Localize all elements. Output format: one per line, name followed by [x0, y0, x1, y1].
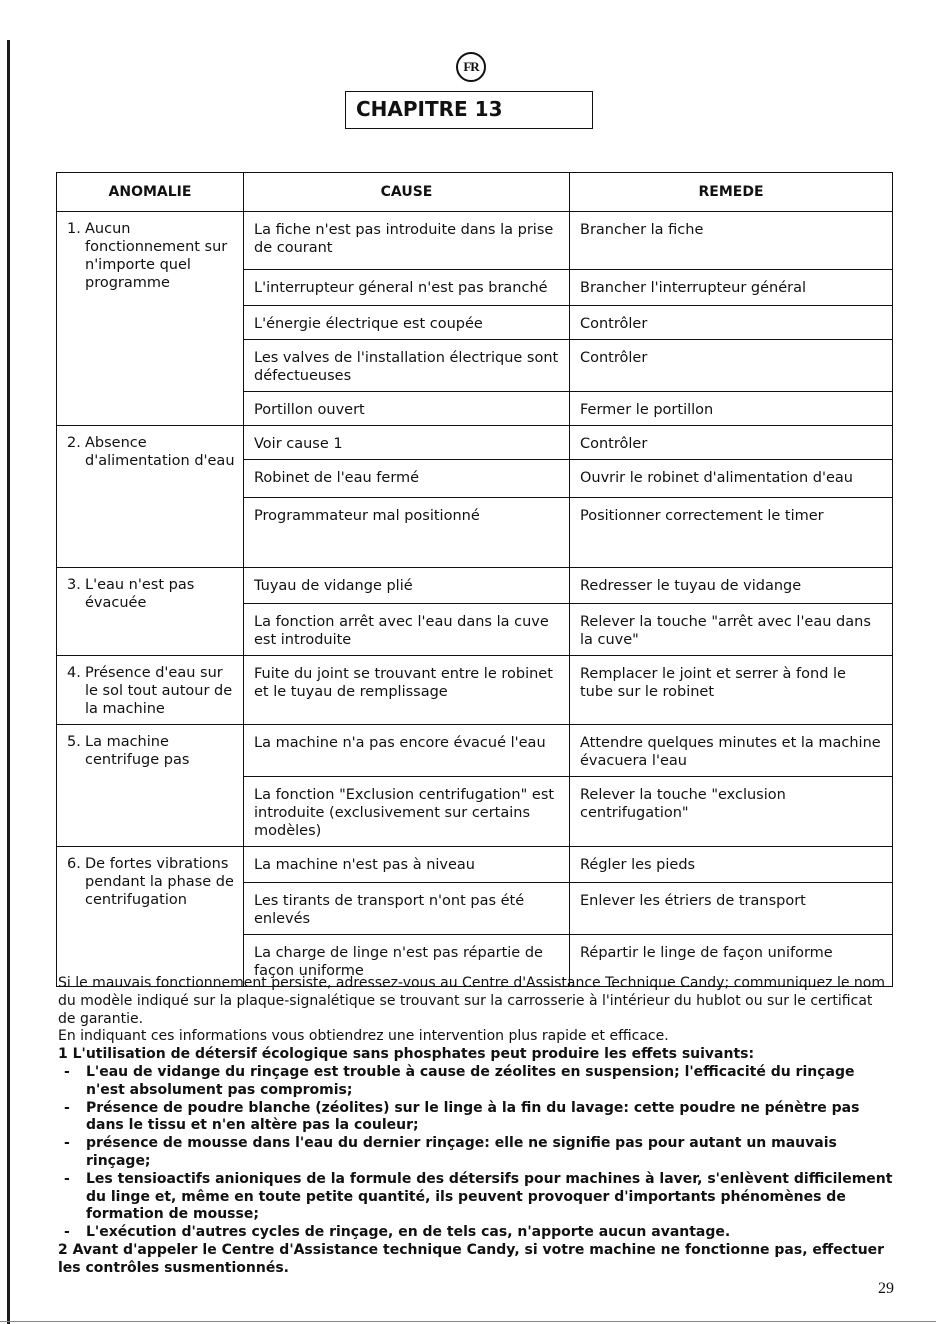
remede-cell: Relever la touche "exclusion centrifugation": [570, 777, 893, 847]
cause-cell: La machine n'est pas à niveau: [244, 847, 570, 883]
anomalie-content: [67, 664, 235, 718]
cause-cell: Portillon ouvert: [244, 392, 570, 426]
table-header-row: [57, 173, 893, 212]
table-row: [57, 847, 893, 883]
remede-cell: Redresser le tuyau de vidange: [570, 568, 893, 604]
anomalie-text: De fortes vibrations pendant la phase de centrifugation: [85, 856, 234, 908]
remede-cell: Ouvrir le robinet d'alimentation d'eau: [570, 460, 893, 498]
remede-cell: Contrôler: [570, 306, 893, 340]
remede-cell: Remplacer le joint et serrer à fond le tube sur le robinet: [570, 656, 893, 725]
anomalie-text: Présence d'eau sur le sol tout autour de la machine: [85, 665, 233, 717]
anomalie-cell: [57, 426, 244, 568]
table-row: [57, 568, 893, 604]
cause-cell: L'interrupteur géneral n'est pas branché: [244, 270, 570, 306]
remede-cell: Régler les pieds: [570, 847, 893, 883]
cause-cell: Robinet de l'eau fermé: [244, 460, 570, 498]
remede-cell: Répartir le linge de façon uniforme: [570, 935, 893, 987]
remede-cell: Brancher la fiche: [570, 212, 893, 270]
table-row: [57, 725, 893, 777]
header-anomalie: ANOMALIE: [57, 173, 244, 212]
page-bottom-rule: [0, 1321, 936, 1322]
table-row: [57, 212, 893, 270]
remede-cell: Fermer le portillon: [570, 392, 893, 426]
list-item: - Les tensioactifs anioniques de la formule des détersifs pour machines à laver, s'enlèvent difficilement du linge et, même en toute petite quantité, ils peuvent provoquer d'importants phénomènes de formation de mousse;: [58, 1171, 894, 1224]
anomalie-text: Aucun fonctionnement sur n'importe quel programme: [85, 221, 228, 291]
cause-cell: La charge de linge n'est pas répartie de façon uniforme: [244, 935, 570, 987]
remede-cell: Contrôler: [570, 426, 893, 460]
remede-cell: Relever la touche "arrêt avec l'eau dans la cuve": [570, 604, 893, 656]
anomalie-content: [67, 733, 235, 769]
troubleshooting-table: [56, 172, 893, 987]
cause-cell: L'énergie électrique est coupée: [244, 306, 570, 340]
list-item: - L'exécution d'autres cycles de rinçage, en de tels cas, n'apporte aucun avantage.: [58, 1224, 894, 1242]
remede-cell: Enlever les étriers de transport: [570, 883, 893, 935]
anomalie-cell: [57, 847, 244, 987]
header-cause: CAUSE: [244, 173, 570, 212]
anomalie-text: La machine centrifuge pas: [85, 734, 190, 768]
anomalie-cell: [57, 568, 244, 656]
anomalie-text: Absence d'alimentation d'eau: [85, 435, 235, 469]
list-item: - Présence de poudre blanche (zéolites) sur le linge à la fin du lavage: cette poudre ne pénètre pas dans le tissu et n'en altère pas la couleur;: [58, 1100, 894, 1136]
list-item: - présence de mousse dans l'eau du dernier rinçage: elle ne signifie pas pour autant un mauvais rinçage;: [58, 1135, 894, 1171]
binding-edge: [7, 40, 10, 1324]
fr-language-badge: FR: [456, 52, 486, 82]
anomalie-number: 4.: [67, 665, 81, 681]
cause-cell: La fonction "Exclusion centrifugation" est introduite (exclusivement sur certains modèles): [244, 777, 570, 847]
note-1-title: 1 L'utilisation de détersif écologique sans phosphates peut produire les effets suivants:: [58, 1046, 755, 1063]
remede-cell: Positionner correctement le timer: [570, 498, 893, 568]
footer-paragraph: Si le mauvais fonctionnement persiste, adressez-vous au Centre d'Assistance Technique Candy; communiquez le nom du modèle indiqué sur la plaque-signalétique se trouvant sur la carrosserie à l'intérieur du hublot ou sur le certificat de garantie.: [58, 975, 885, 1027]
chapter-title: CHAPITRE 13: [345, 91, 593, 129]
anomalie-text: L'eau n'est pas évacuée: [85, 577, 195, 611]
anomalie-number: 6.: [67, 856, 81, 872]
cause-cell: Programmateur mal positionné: [244, 498, 570, 568]
anomalie-content: [67, 576, 235, 612]
cause-cell: Fuite du joint se trouvant entre le robinet et le tuyau de remplissage: [244, 656, 570, 725]
anomalie-number: 3.: [67, 577, 81, 593]
anomalie-cell: [57, 656, 244, 725]
note-2: 2 Avant d'appeler le Centre d'Assistance technique Candy, si votre machine ne fonctionne pas, effectuer les contrôles susmentionnés.: [58, 1241, 885, 1276]
footer-notes: [58, 975, 894, 1278]
anomalie-number: 5.: [67, 734, 81, 750]
cause-cell: La machine n'a pas encore évacué l'eau: [244, 725, 570, 777]
page-number: 29: [878, 1280, 894, 1297]
cause-cell: Voir cause 1: [244, 426, 570, 460]
anomalie-content: [67, 220, 235, 292]
anomalie-number: 2.: [67, 435, 81, 451]
cause-cell: Tuyau de vidange plié: [244, 568, 570, 604]
cause-cell: Les valves de l'installation électrique sont défectueuses: [244, 340, 570, 392]
note-1-list: [58, 1064, 894, 1242]
anomalie-content: [67, 434, 235, 470]
table-row: [57, 656, 893, 725]
list-item: - L'eau de vidange du rinçage est trouble à cause de zéolites en suspension; l'efficacité du rinçage n'est absolument pas compromis;: [58, 1064, 894, 1100]
header-remede: REMEDE: [570, 173, 893, 212]
remede-cell: Contrôler: [570, 340, 893, 392]
table-row: [57, 426, 893, 460]
footer-paragraph: En indiquant ces informations vous obtiendrez une intervention plus rapide et efficace.: [58, 1028, 669, 1045]
anomalie-cell: [57, 212, 244, 426]
anomalie-content: [67, 855, 235, 909]
cause-cell: La fonction arrêt avec l'eau dans la cuve est introduite: [244, 604, 570, 656]
cause-cell: Les tirants de transport n'ont pas été enlevés: [244, 883, 570, 935]
cause-cell: La fiche n'est pas introduite dans la prise de courant: [244, 212, 570, 270]
table-body: [57, 212, 893, 987]
remede-cell: Attendre quelques minutes et la machine évacuera l'eau: [570, 725, 893, 777]
anomalie-number: 1.: [67, 221, 81, 237]
anomalie-cell: [57, 725, 244, 847]
remede-cell: Brancher l'interrupteur général: [570, 270, 893, 306]
